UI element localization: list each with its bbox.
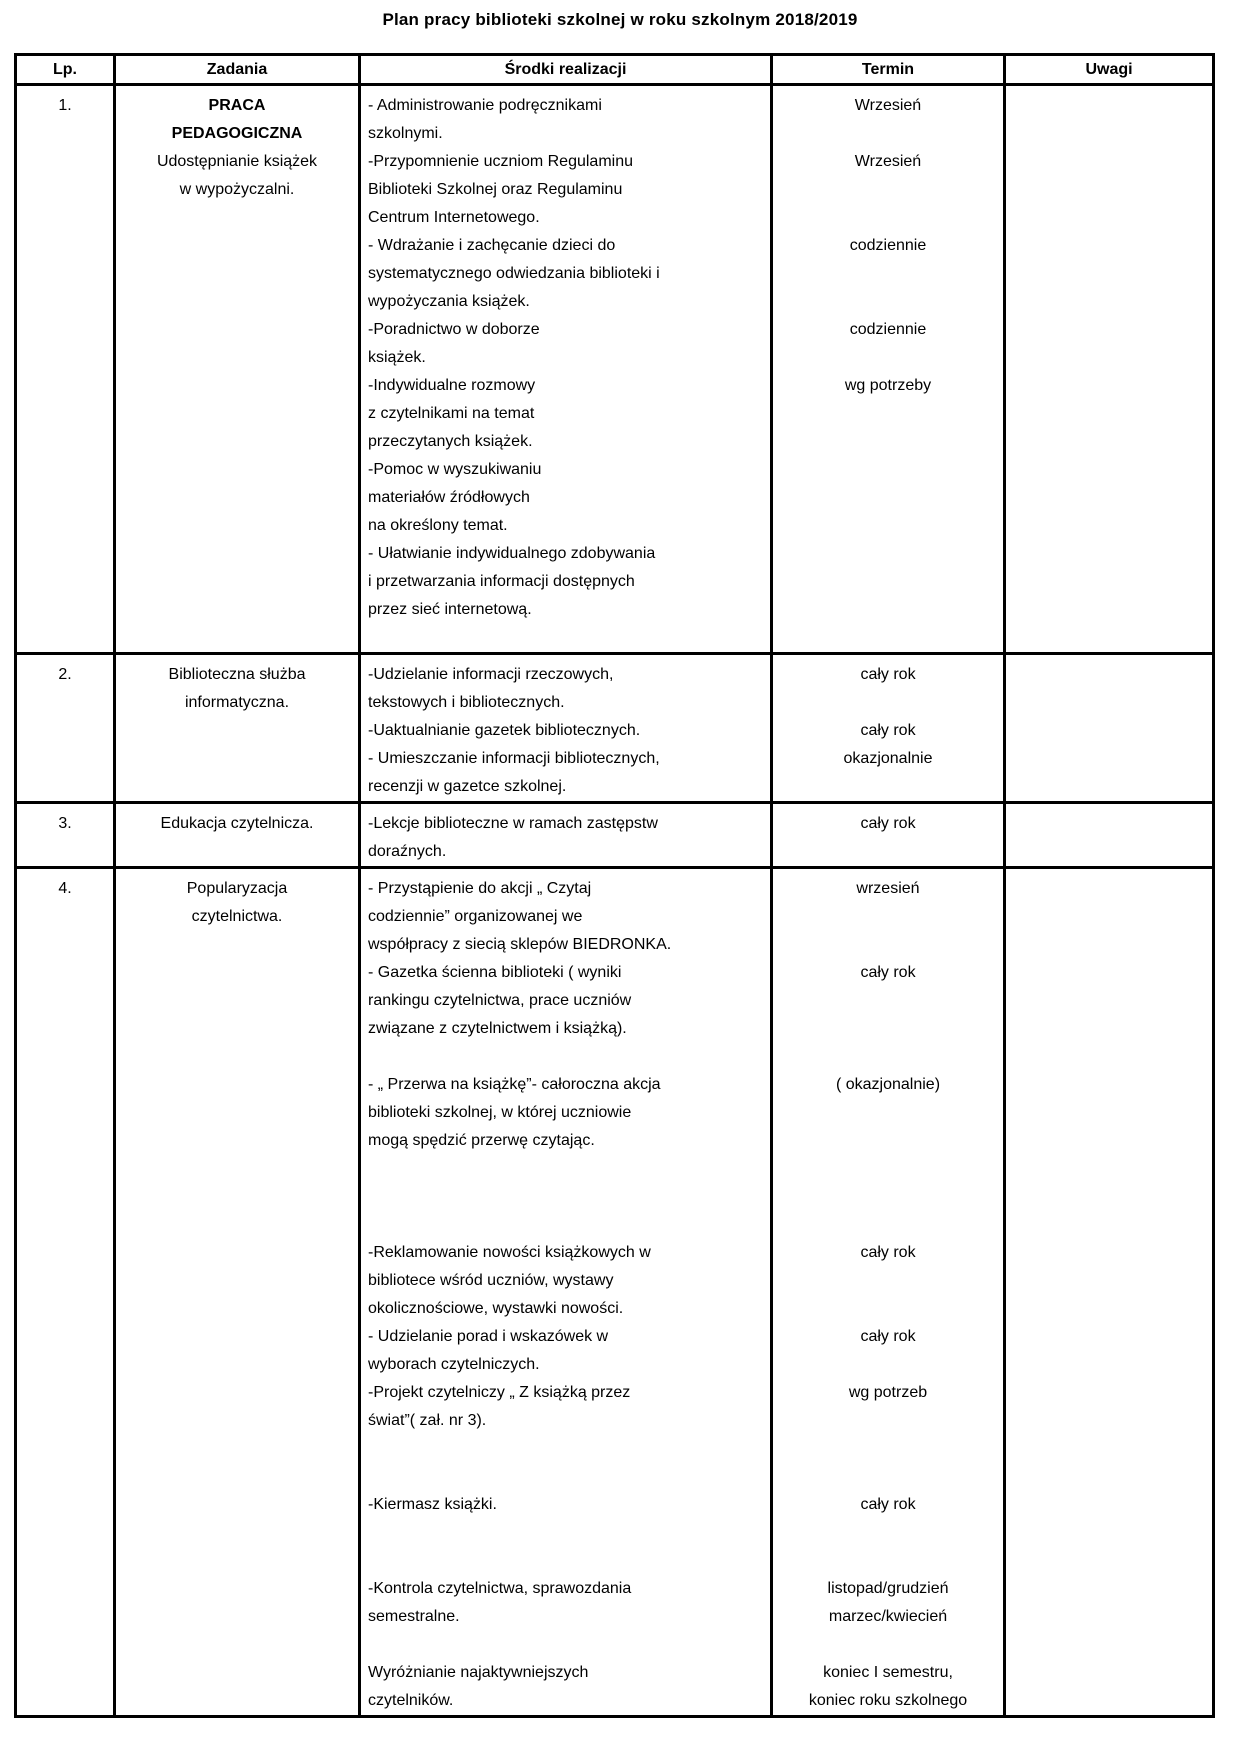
zadania-line: Popularyzacja	[186, 880, 288, 897]
termin-entry: wrzesień	[856, 880, 920, 897]
termin-entry	[773, 512, 1003, 540]
plan-table	[14, 53, 1215, 1718]
lp-cell: 1.	[16, 85, 115, 654]
termin-entry	[773, 1099, 1003, 1127]
zadania-line: Edukacja czytelnicza.	[160, 815, 314, 832]
srodki-line: -Udzielanie informacji rzeczowych,	[368, 666, 614, 683]
zadania-cell	[115, 803, 360, 868]
termin-entry	[773, 689, 1003, 717]
srodki-line: szkolnymi.	[368, 125, 443, 142]
srodki-line: wyborach czytelniczych.	[368, 1356, 540, 1373]
table-row	[16, 868, 1214, 1717]
srodki-line: -Kiermasz książki.	[368, 1496, 497, 1513]
srodki-line: -Przypomnienie uczniom Regulaminu	[368, 153, 634, 170]
termin-entry: Wrzesień	[854, 153, 922, 170]
srodki-line	[368, 1043, 766, 1071]
termin-entry: koniec I semestru,	[823, 1664, 953, 1681]
srodki-line: doraźnych.	[368, 843, 447, 860]
zadania-line: w wypożyczalni.	[179, 181, 295, 198]
srodki-line: - „ Przerwa na książkę”- całoroczna akcja	[368, 1076, 661, 1093]
termin-entry: ( okazjonalnie)	[835, 1076, 941, 1093]
column-header-srodki-realizacji: Środki realizacji	[360, 55, 772, 85]
termin-entry	[773, 400, 1003, 428]
table-row	[16, 803, 1214, 868]
srodki-line: codziennie” organizowanej we	[368, 908, 583, 925]
page-title: Plan pracy biblioteki szkolnej w roku szkolnym 2018/2019	[382, 10, 858, 29]
termin-entry	[773, 1519, 1003, 1547]
uwagi-cell	[1005, 803, 1214, 868]
srodki-line: materiałów źródłowych	[368, 489, 530, 506]
termin-entry	[773, 1463, 1003, 1491]
uwagi-cell	[1005, 868, 1214, 1717]
termin-entry	[773, 931, 1003, 959]
srodki-line	[368, 1631, 766, 1659]
table-row	[16, 654, 1214, 803]
termin-entry: cały rok	[860, 722, 916, 739]
srodki-line: -Uaktualnianie gazetek bibliotecznych.	[368, 722, 641, 739]
srodki-line: związane z czytelnictwem i książką).	[368, 1020, 627, 1037]
srodki-line: przeczytanych książek.	[368, 433, 533, 450]
srodki-line: - Udzielanie porad i wskazówek w	[368, 1328, 609, 1345]
srodki-line: mogą spędzić przerwę czytając.	[368, 1132, 595, 1149]
column-header-lp: Lp.	[16, 55, 115, 85]
termin-entry	[773, 1155, 1003, 1183]
termin-entry	[773, 838, 1003, 866]
termin-entry: cały rok	[860, 1496, 916, 1513]
termin-entry: cały rok	[860, 666, 916, 683]
srodki-line: przez sieć internetową.	[368, 601, 532, 618]
termin-cell	[772, 85, 1005, 654]
plan-table-body	[16, 85, 1214, 1717]
zadania-cell	[115, 868, 360, 1717]
termin-entry: wg potrzeb	[848, 1384, 928, 1401]
column-header-uwagi: Uwagi	[1005, 55, 1214, 85]
termin-entry	[773, 1351, 1003, 1379]
termin-entry: wg potrzeby	[844, 377, 932, 394]
table-header-row	[16, 55, 1214, 85]
termin-entry	[773, 260, 1003, 288]
srodki-line: - Gazetka ścienna biblioteki ( wyniki	[368, 964, 622, 981]
termin-entry: cały rok	[860, 815, 916, 832]
srodki-line: systematycznego odwiedzania biblioteki i	[368, 265, 660, 282]
lp-cell: 4.	[16, 868, 115, 1717]
termin-cell	[772, 654, 1005, 803]
termin-entry	[773, 568, 1003, 596]
termin-entry	[773, 1435, 1003, 1463]
srodki-line	[368, 1183, 766, 1211]
termin-cell	[772, 868, 1005, 1717]
uwagi-cell	[1005, 85, 1214, 654]
termin-entry	[773, 987, 1003, 1015]
termin-entry	[773, 288, 1003, 316]
srodki-line: świat”( zał. nr 3).	[368, 1412, 487, 1429]
srodki-line: tekstowych i bibliotecznych.	[368, 694, 565, 711]
termin-entry	[773, 456, 1003, 484]
zadania-line: PRACA	[208, 97, 266, 114]
srodki-line: Centrum Internetowego.	[368, 209, 540, 226]
srodki-line: - Wdrażanie i zachęcanie dzieci do	[368, 237, 616, 254]
termin-entry	[773, 484, 1003, 512]
lp-cell: 3.	[16, 803, 115, 868]
termin-entry	[773, 1631, 1003, 1659]
srodki-line: - Przystąpienie do akcji „ Czytaj	[368, 880, 592, 897]
termin-entry	[773, 428, 1003, 456]
termin-entry: cały rok	[860, 964, 916, 981]
termin-entry	[773, 773, 1003, 801]
srodki-line: -Indywidualne rozmowy	[368, 377, 536, 394]
column-header-zadania: Zadania	[115, 55, 360, 85]
srodki-line: z czytelnikami na temat	[368, 405, 535, 422]
srodki-line: Wyróżnianie najaktywniejszych	[368, 1664, 589, 1681]
zadania-line: Biblioteczna służba	[168, 666, 306, 683]
termin-entry	[773, 1547, 1003, 1575]
termin-entry	[773, 540, 1003, 568]
srodki-line: - Ułatwianie indywidualnego zdobywania	[368, 545, 656, 562]
zadania-line: PEDAGOGICZNA	[171, 125, 303, 142]
termin-entry	[773, 903, 1003, 931]
termin-entry: koniec roku szkolnego	[808, 1692, 968, 1709]
zadania-cell	[115, 654, 360, 803]
termin-entry	[773, 1407, 1003, 1435]
termin-entry	[773, 344, 1003, 372]
srodki-line: współpracy z siecią sklepów BIEDRONKA.	[368, 936, 672, 953]
table-row	[16, 85, 1214, 654]
srodki-cell	[360, 868, 772, 1717]
srodki-line	[368, 1155, 766, 1183]
termin-entry	[773, 1183, 1003, 1211]
srodki-line: - Administrowanie podręcznikami	[368, 97, 602, 114]
termin-entry	[773, 1015, 1003, 1043]
srodki-line: rankingu czytelnictwa, prace uczniów	[368, 992, 632, 1009]
srodki-line: recenzji w gazetce szkolnej.	[368, 778, 567, 795]
srodki-line: -Reklamowanie nowości książkowych w	[368, 1244, 651, 1261]
srodki-cell	[360, 654, 772, 803]
srodki-line	[368, 1211, 766, 1239]
srodki-line: okolicznościowe, wystawki nowości.	[368, 1300, 624, 1317]
termin-entry	[773, 1211, 1003, 1239]
srodki-line: Biblioteki Szkolnej oraz Regulaminu	[368, 181, 623, 198]
termin-entry: codziennie	[849, 237, 927, 254]
termin-entry: okazjonalnie	[843, 750, 933, 767]
srodki-line: książek.	[368, 349, 426, 366]
column-header-termin: Termin	[772, 55, 1005, 85]
srodki-line: wypożyczania książek.	[368, 293, 530, 310]
termin-entry: cały rok	[860, 1244, 916, 1261]
uwagi-cell	[1005, 654, 1214, 803]
termin-entry	[773, 1295, 1003, 1323]
termin-entry	[773, 176, 1003, 204]
srodki-line: i przetwarzania informacji dostępnych	[368, 573, 635, 590]
termin-entry: marzec/kwiecień	[828, 1608, 948, 1625]
termin-entry	[773, 1043, 1003, 1071]
srodki-line: semestralne.	[368, 1608, 460, 1625]
zadania-line: informatyczna.	[184, 694, 290, 711]
termin-entry: listopad/grudzień	[827, 1580, 949, 1597]
srodki-line: bibliotece wśród uczniów, wystawy	[368, 1272, 614, 1289]
zadania-cell	[115, 85, 360, 654]
termin-entry	[773, 120, 1003, 148]
termin-entry: cały rok	[860, 1328, 916, 1345]
srodki-line: - Umieszczanie informacji bibliotecznych,	[368, 750, 660, 767]
srodki-line	[368, 1547, 766, 1575]
termin-entry	[773, 204, 1003, 232]
srodki-cell	[360, 85, 772, 654]
zadania-line: Udostępnianie książek	[156, 153, 318, 170]
srodki-line	[368, 1435, 766, 1463]
srodki-cell	[360, 803, 772, 868]
srodki-line: -Pomoc w wyszukiwaniu	[368, 461, 542, 478]
termin-entry	[773, 596, 1003, 624]
termin-entry	[773, 1267, 1003, 1295]
srodki-line: -Lekcje biblioteczne w ramach zastępstw	[368, 815, 658, 832]
srodki-line: -Projekt czytelniczy „ Z książką przez	[368, 1384, 631, 1401]
termin-entry: codziennie	[849, 321, 927, 338]
termin-entry	[773, 1127, 1003, 1155]
srodki-line: biblioteki szkolnej, w której uczniowie	[368, 1104, 632, 1121]
srodki-line: -Poradnictwo w doborze	[368, 321, 540, 338]
srodki-line: -Kontrola czytelnictwa, sprawozdania	[368, 1580, 632, 1597]
srodki-line: na określony temat.	[368, 517, 508, 534]
termin-cell	[772, 803, 1005, 868]
srodki-line	[368, 1463, 766, 1491]
lp-cell: 2.	[16, 654, 115, 803]
srodki-line	[368, 1519, 766, 1547]
srodki-line: czytelników.	[368, 1692, 454, 1709]
termin-entry: Wrzesień	[854, 97, 922, 114]
zadania-line: czytelnictwa.	[191, 908, 283, 925]
